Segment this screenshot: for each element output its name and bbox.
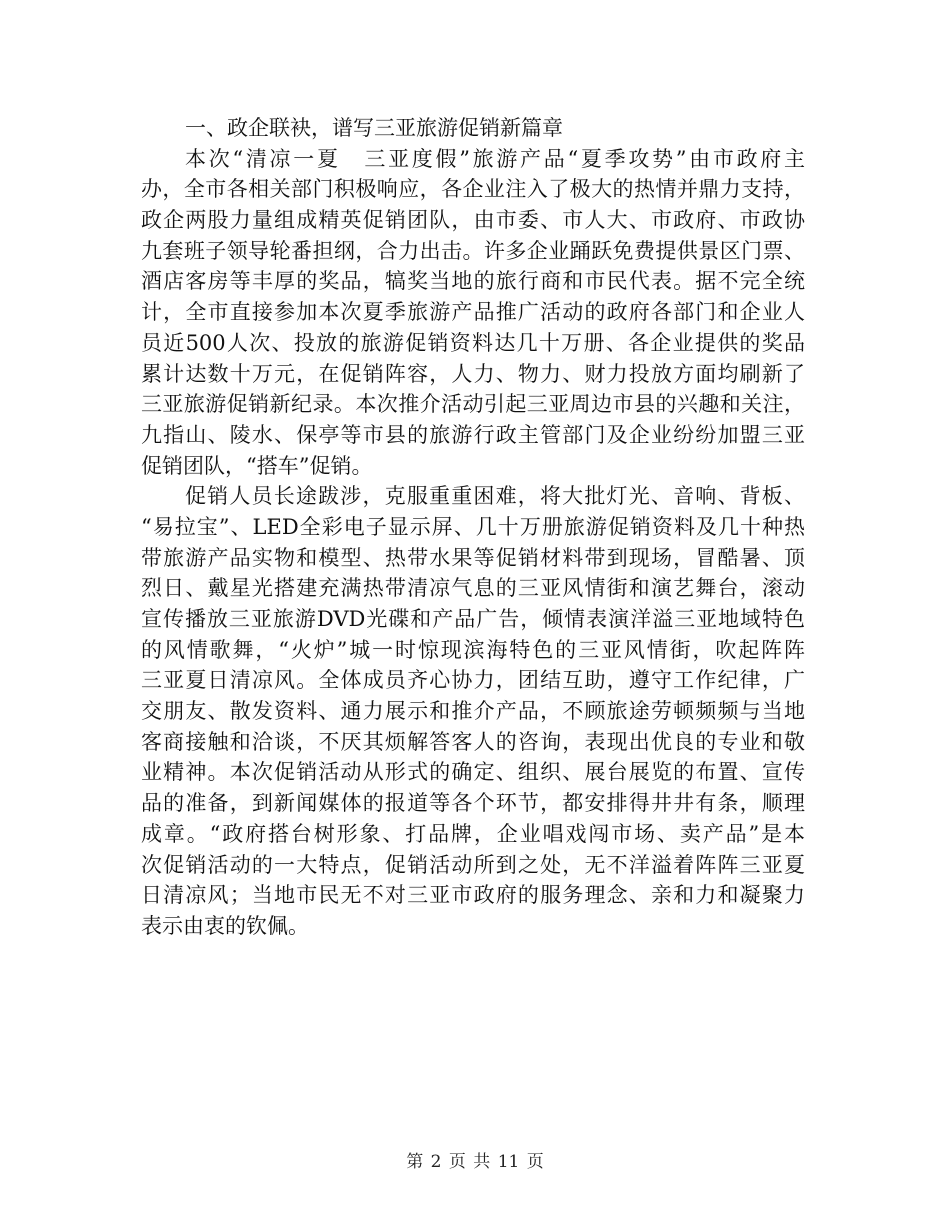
paragraph-line: 带旅游产品实物和模型、热带水果等促销材料带到现场，冒酷暑、顶 xyxy=(141,545,805,570)
paragraph-line: 计，全市直接参加本次夏季旅游产品推广活动的政府各部门和企业人 xyxy=(141,300,805,325)
document-body xyxy=(141,113,805,942)
paragraph-line: 三亚旅游促销新纪录。本次推介活动引起三亚周边市县的兴趣和关注， xyxy=(141,392,805,417)
paragraph-line: 日清凉风；当地市民无不对三亚市政府的服务理念、亲和力和凝聚力 xyxy=(141,883,805,908)
page-number-footer: 第 2 页 共 11 页 xyxy=(406,1152,544,1172)
paragraph-line: 宣传播放三亚旅游DVD光碟和产品广告，倾情表演洋溢三亚地域特色 xyxy=(141,607,805,631)
paragraph-line: 次促销活动的一大特点，促销活动所到之处，无不洋溢着阵阵三亚夏 xyxy=(141,852,805,877)
paragraph-line: 九指山、陵水、保亭等市县的旅游行政主管部门及企业纷纷加盟三亚 xyxy=(141,422,805,447)
paragraph-line: 累计达数十万元，在促销阵容，人力、物力、财力投放方面均刷新了 xyxy=(141,361,805,386)
paragraph-line: 员近500人次、投放的旅游促销资料达几十万册、各企业提供的奖品 xyxy=(141,330,805,355)
paragraph-line: 品的准备，到新闻媒体的报道等各个环节，都安排得井井有条，顺理 xyxy=(141,791,805,816)
paragraph-line: 九套班子领导轮番担纲，合力出击。许多企业踊跃免费提供景区门票、 xyxy=(141,238,805,263)
paragraph-line: 三亚夏日清凉风。全体成员齐心协力，团结互助，遵守工作纪律，广 xyxy=(141,668,805,693)
paragraph-line: 政企两股力量组成精英促销团队，由市委、市人大、市政府、市政协 xyxy=(141,208,805,233)
paragraph-line: 交朋友、散发资料、通力展示和推介产品，不顾旅途劳顿频频与当地 xyxy=(141,699,805,724)
paragraph-line: 成章。“政府搭台树形象、打品牌，企业唱戏闯市场、卖产品”是本 xyxy=(141,821,805,846)
paragraph-line: 烈日、戴星光搭建充满热带清凉气息的三亚风情街和演艺舞台，滚动 xyxy=(141,576,805,601)
paragraph-1 xyxy=(141,144,805,482)
paragraph-line: 酒店客房等丰厚的奖品，犒奖当地的旅行商和市民代表。据不完全统 xyxy=(141,269,805,294)
paragraph-line: 促销团队，“搭车”促销。 xyxy=(141,453,373,478)
paragraph-line: 表示由衷的钦佩。 xyxy=(141,913,309,938)
section-heading: 一、政企联袂，谱写三亚旅游促销新篇章 xyxy=(185,116,563,140)
paragraph-line: 办，全市各相关部门积极响应，各企业注入了极大的热情并鼎力支持， xyxy=(141,177,805,202)
paragraph-line: “易拉宝”、LED全彩电子显示屏、几十万册旅游促销资料及几十种热 xyxy=(141,514,805,539)
paragraph-line: 客商接触和洽谈，不厌其烦解答客人的咨询，表现出优良的专业和敬 xyxy=(141,729,805,754)
paragraph-line: 本次“清凉一夏 三亚度假”旅游产品“夏季攻势”由市政府主 xyxy=(185,146,805,171)
paragraph-line: 促销人员长途跋涉，克服重重困难，将大批灯光、音响、背板、 xyxy=(185,484,805,509)
paragraph-line: 的风情歌舞，“火炉”城一时惊现滨海特色的三亚风情街，吹起阵阵 xyxy=(141,637,805,662)
paragraph-2 xyxy=(141,481,805,941)
paragraph-line: 业精神。本次促销活动从形式的确定、组织、展台展览的布置、宣传 xyxy=(141,760,805,785)
